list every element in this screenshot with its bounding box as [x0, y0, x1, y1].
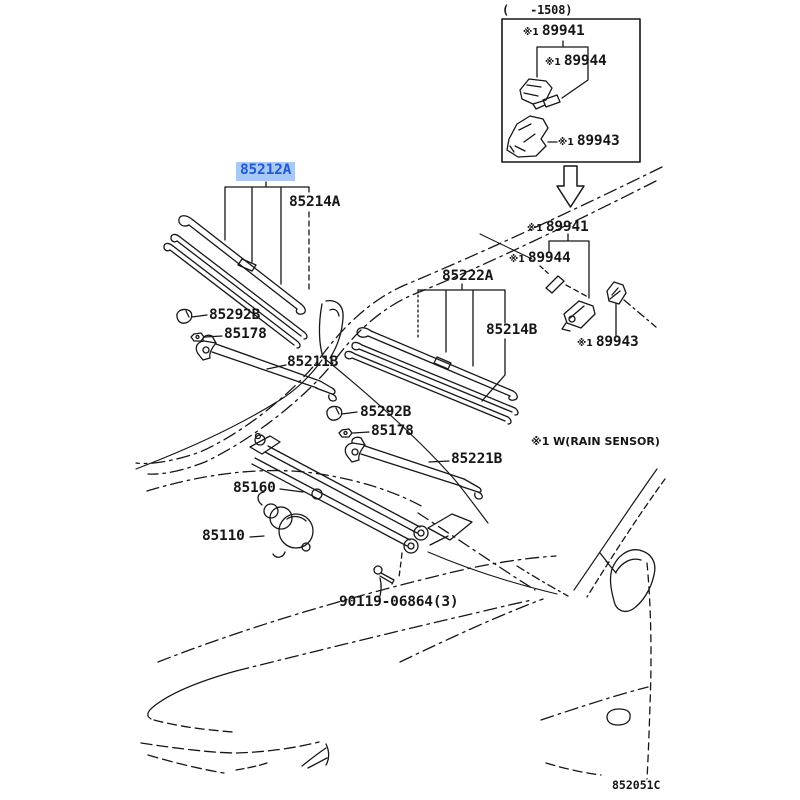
part-label-inset-89944[interactable]: ※1 89944: [545, 53, 607, 69]
part-label-85292b-rear[interactable]: 85292B: [360, 404, 412, 420]
part-label-89941[interactable]: ※1 89941: [527, 219, 589, 235]
ref-mark: ※1: [509, 254, 525, 265]
rain-sensor-note: ※1 W(RAIN SENSOR): [531, 435, 660, 448]
ref-mark: ※1: [523, 27, 539, 38]
part-label-inset-89941[interactable]: ※1 89941: [523, 23, 585, 39]
part-label-inset-89943[interactable]: ※1 89943: [558, 133, 620, 149]
part-label-85221b[interactable]: 85221B: [451, 451, 503, 467]
part-label-89944[interactable]: ※1 89944: [509, 250, 571, 266]
part-label-85214b[interactable]: 85214B: [486, 322, 538, 338]
ref-mark: ※1: [545, 57, 561, 68]
part-label-85211b[interactable]: 85211B: [287, 354, 339, 370]
part-label-85214a[interactable]: 85214A: [289, 194, 341, 210]
part-label-90119-06864[interactable]: 90119-06864(3): [339, 594, 459, 610]
part-label-85212a-selected[interactable]: 85212A: [236, 162, 295, 181]
wiper-blade-rear-drawing: [345, 284, 518, 424]
inset-production-range: ( -1508): [502, 3, 573, 17]
part-label-85178-rear[interactable]: 85178: [371, 423, 414, 439]
arrow-down-icon: [557, 166, 584, 207]
hood-body-lines: [141, 556, 556, 773]
ref-mark: ※1: [577, 338, 593, 349]
part-label-85160[interactable]: 85160: [233, 480, 276, 496]
diagram-code: 852051C: [612, 778, 661, 792]
wiper-motor-drawing: [250, 492, 313, 557]
ref-mark: ※1: [527, 223, 543, 234]
part-label-85178-front[interactable]: 85178: [224, 326, 267, 342]
part-label-85222a[interactable]: 85222A: [442, 268, 494, 284]
side-body-lines: [517, 469, 665, 779]
part-label-85110[interactable]: 85110: [202, 528, 245, 544]
ref-mark: ※1: [558, 137, 574, 148]
part-label-89943[interactable]: ※1 89943: [577, 334, 639, 350]
part-label-85292b-front[interactable]: 85292B: [209, 307, 261, 323]
